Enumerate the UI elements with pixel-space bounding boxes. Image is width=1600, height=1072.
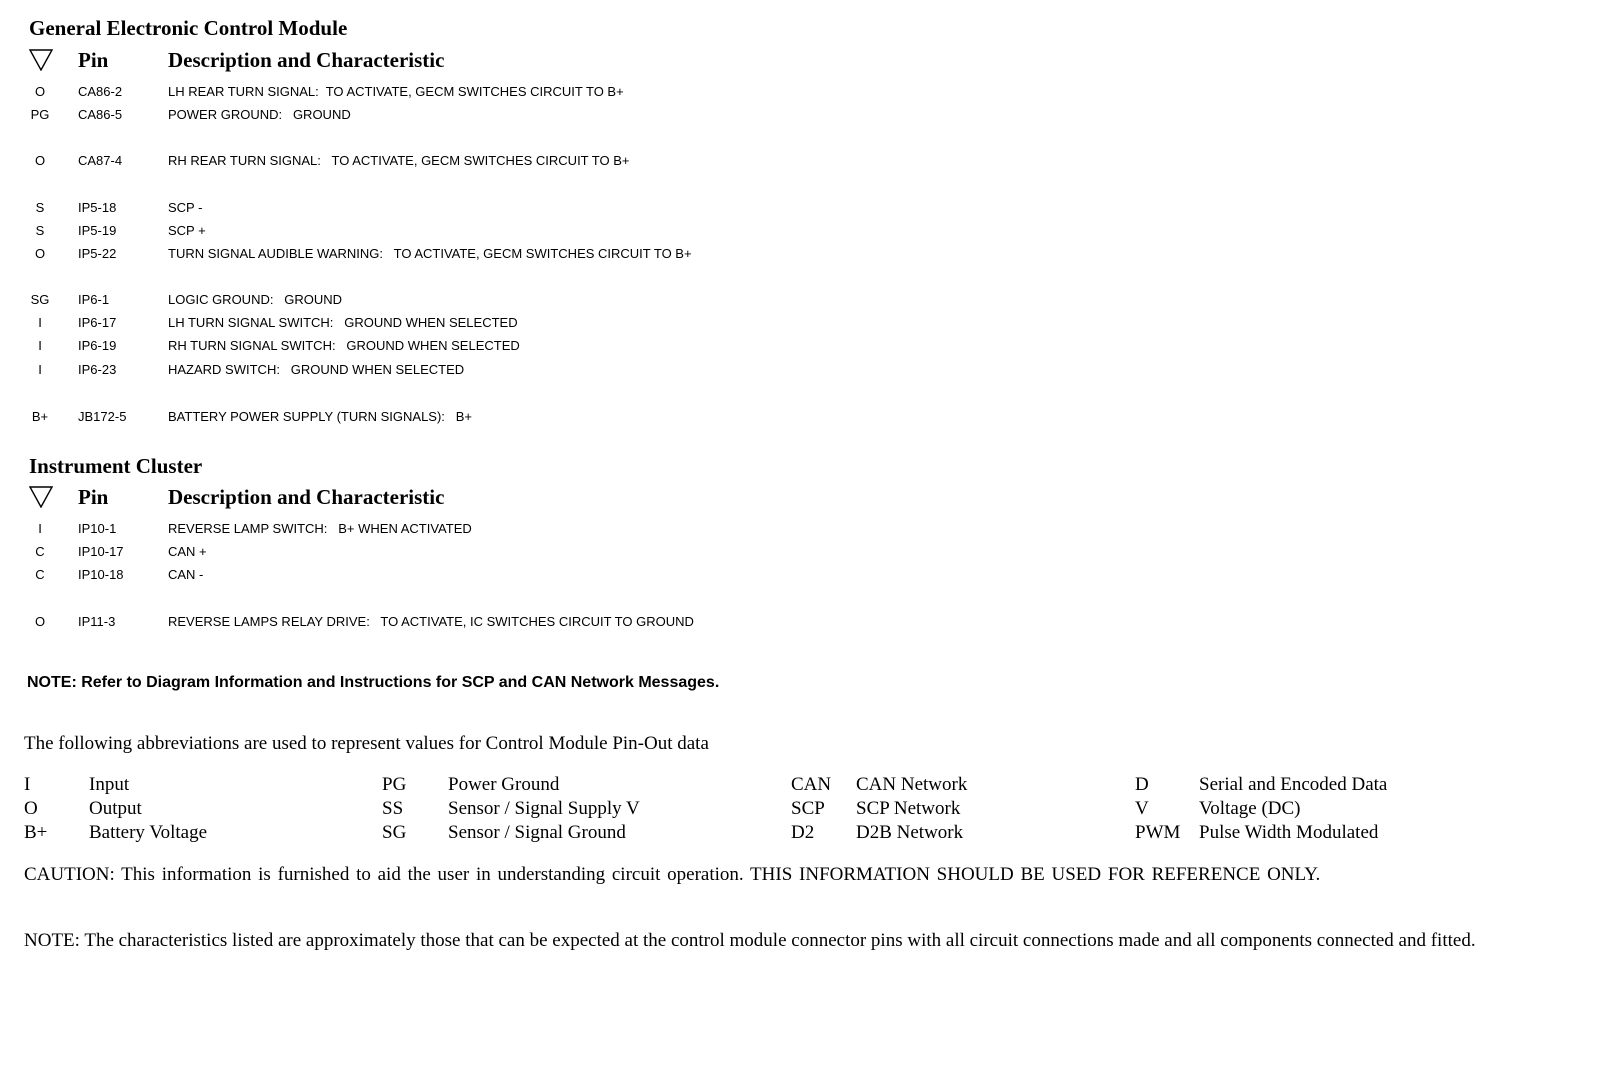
gecm-title: General Electronic Control Module: [29, 16, 348, 40]
pin-id: IP6-23: [78, 362, 117, 377]
abbr-meaning: Input: [89, 774, 130, 795]
pin-type: C: [35, 544, 45, 559]
pin-type: I: [38, 315, 42, 330]
gecm-row-ip6-1: [0, 291, 900, 309]
abbr-meaning: Sensor / Signal Supply V: [448, 798, 640, 819]
pin-type: I: [38, 362, 42, 377]
abbr-meaning: Pulse Width Modulated: [1199, 822, 1379, 843]
pin-description: SCP -: [168, 200, 203, 215]
pin-id: IP5-22: [78, 246, 117, 261]
ic-row-ip10-17: [0, 543, 900, 561]
pin-type: O: [34, 246, 46, 261]
gecm-row-ip6-17: [0, 314, 900, 332]
gecm-row-ip6-23: [0, 361, 900, 379]
pin-type: B+: [31, 409, 49, 424]
pin-description: SCP +: [168, 223, 206, 238]
caution-note: CAUTION: This information is furnished to aid the user in understanding circuit operation. THIS INFORMATION SHOULD BE USED FOR REFERENCE ONLY.: [24, 864, 1321, 885]
gecm-table-header: [29, 48, 829, 76]
gecm-row-ip6-19: [0, 337, 900, 355]
pin-type: I: [38, 338, 42, 353]
gecm-row-ip5-19: [0, 222, 900, 240]
gecm-row-ip5-22: [0, 245, 900, 263]
gecm-row-ca86-5: [0, 106, 900, 124]
pin-description: CAN -: [168, 567, 204, 582]
pin-id: IP10-1: [78, 521, 117, 536]
pin-description: TURN SIGNAL AUDIBLE WARNING: TO ACTIVATE, GECM SWITCHES CIRCUIT TO B+: [168, 246, 692, 261]
triangle-down-icon: [29, 486, 53, 508]
abbr-meaning: Power Ground: [448, 774, 560, 795]
pin-id: IP10-18: [78, 567, 124, 582]
pin-type: S: [35, 223, 45, 238]
pin-type: O: [34, 614, 46, 629]
pin-id: CA86-5: [78, 107, 123, 122]
abbr-code: O: [24, 798, 38, 819]
abbr-code: SCP: [791, 798, 825, 819]
abbr-code: PWM: [1135, 822, 1181, 843]
pin-description: POWER GROUND: GROUND: [168, 107, 351, 122]
pin-description: LH TURN SIGNAL SWITCH: GROUND WHEN SELECTED: [168, 315, 518, 330]
abbr-code: D2: [791, 822, 815, 843]
abbr-meaning: Sensor / Signal Ground: [448, 822, 626, 843]
pin-type: C: [35, 567, 45, 582]
abbr-meaning: CAN Network: [856, 774, 968, 795]
pin-description: HAZARD SWITCH: GROUND WHEN SELECTED: [168, 362, 465, 377]
abbr-code: CAN: [791, 774, 832, 795]
pin-type: O: [34, 84, 46, 99]
pin-id: IP5-19: [78, 223, 117, 238]
abbr-code: I: [24, 774, 31, 795]
pin-id: IP6-1: [78, 292, 110, 307]
pin-type: SG: [30, 292, 50, 307]
abbr-code: SG: [382, 822, 407, 843]
gecm-header-pin: Pin: [78, 48, 109, 72]
ic-title: Instrument Cluster: [29, 454, 203, 478]
ic-header-desc: Description and Characteristic: [168, 485, 445, 509]
ic-header-pin: Pin: [78, 485, 109, 509]
pin-description: BATTERY POWER SUPPLY (TURN SIGNALS): B+: [168, 409, 473, 424]
pin-description: REVERSE LAMP SWITCH: B+ WHEN ACTIVATED: [168, 521, 472, 536]
abbr-meaning: Voltage (DC): [1199, 798, 1301, 819]
pin-id: IP10-17: [78, 544, 124, 559]
pin-id: IP6-17: [78, 315, 117, 330]
pin-id: IP6-19: [78, 338, 117, 353]
pin-id: CA87-4: [78, 153, 123, 168]
ic-row-ip11-3: [0, 613, 900, 631]
pin-id: JB172-5: [78, 409, 127, 424]
abbr-meaning: SCP Network: [856, 798, 961, 819]
pin-id: CA86-2: [78, 84, 123, 99]
pin-description: LH REAR TURN SIGNAL: TO ACTIVATE, GECM SWITCHES CIRCUIT TO B+: [168, 84, 624, 99]
gecm-row-ip5-18: [0, 199, 900, 217]
pin-type: PG: [30, 107, 50, 122]
pin-type: I: [38, 521, 42, 536]
pin-description: REVERSE LAMPS RELAY DRIVE: TO ACTIVATE, IC SWITCHES CIRCUIT TO GROUND: [168, 614, 694, 629]
gecm-row-jb172-5: [0, 408, 900, 426]
pin-description: LOGIC GROUND: GROUND: [168, 292, 343, 307]
abbr-code: SS: [382, 798, 404, 819]
network-note: NOTE: Refer to Diagram Information and Instructions for SCP and CAN Network Messages.: [27, 674, 720, 691]
abbr-code: V: [1135, 798, 1149, 819]
ic-row-ip10-1: [0, 520, 900, 538]
abbr-meaning: Battery Voltage: [89, 822, 208, 843]
gecm-header-desc: Description and Characteristic: [168, 48, 445, 72]
pin-type: O: [34, 153, 46, 168]
pin-description: RH TURN SIGNAL SWITCH: GROUND WHEN SELECTED: [168, 338, 520, 353]
characteristics-note: NOTE: The characteristics listed are approximately those that can be expected at the control module connector pins with all circuit connections made and all components connected and fitted.: [24, 930, 1476, 951]
abbr-code: PG: [382, 774, 407, 795]
gecm-row-ca87-4: [0, 152, 900, 170]
abbr-meaning: D2B Network: [856, 822, 964, 843]
abbr-code: D: [1135, 774, 1149, 795]
abbr-meaning: Serial and Encoded Data: [1199, 774, 1388, 795]
ic-row-ip10-18: [0, 566, 900, 584]
abbr-code: B+: [24, 822, 48, 843]
ic-table-header: [29, 485, 829, 513]
pin-type: S: [35, 200, 45, 215]
gecm-row-ca86-2: [0, 83, 900, 101]
pin-description: RH REAR TURN SIGNAL: TO ACTIVATE, GECM SWITCHES CIRCUIT TO B+: [168, 153, 630, 168]
pin-description: CAN +: [168, 544, 207, 559]
abbreviations-intro: The following abbreviations are used to represent values for Control Module Pin-Out data: [24, 733, 709, 754]
pin-id: IP11-3: [78, 614, 116, 629]
triangle-down-icon: [29, 49, 53, 71]
abbr-meaning: Output: [89, 798, 142, 819]
pin-id: IP5-18: [78, 200, 117, 215]
